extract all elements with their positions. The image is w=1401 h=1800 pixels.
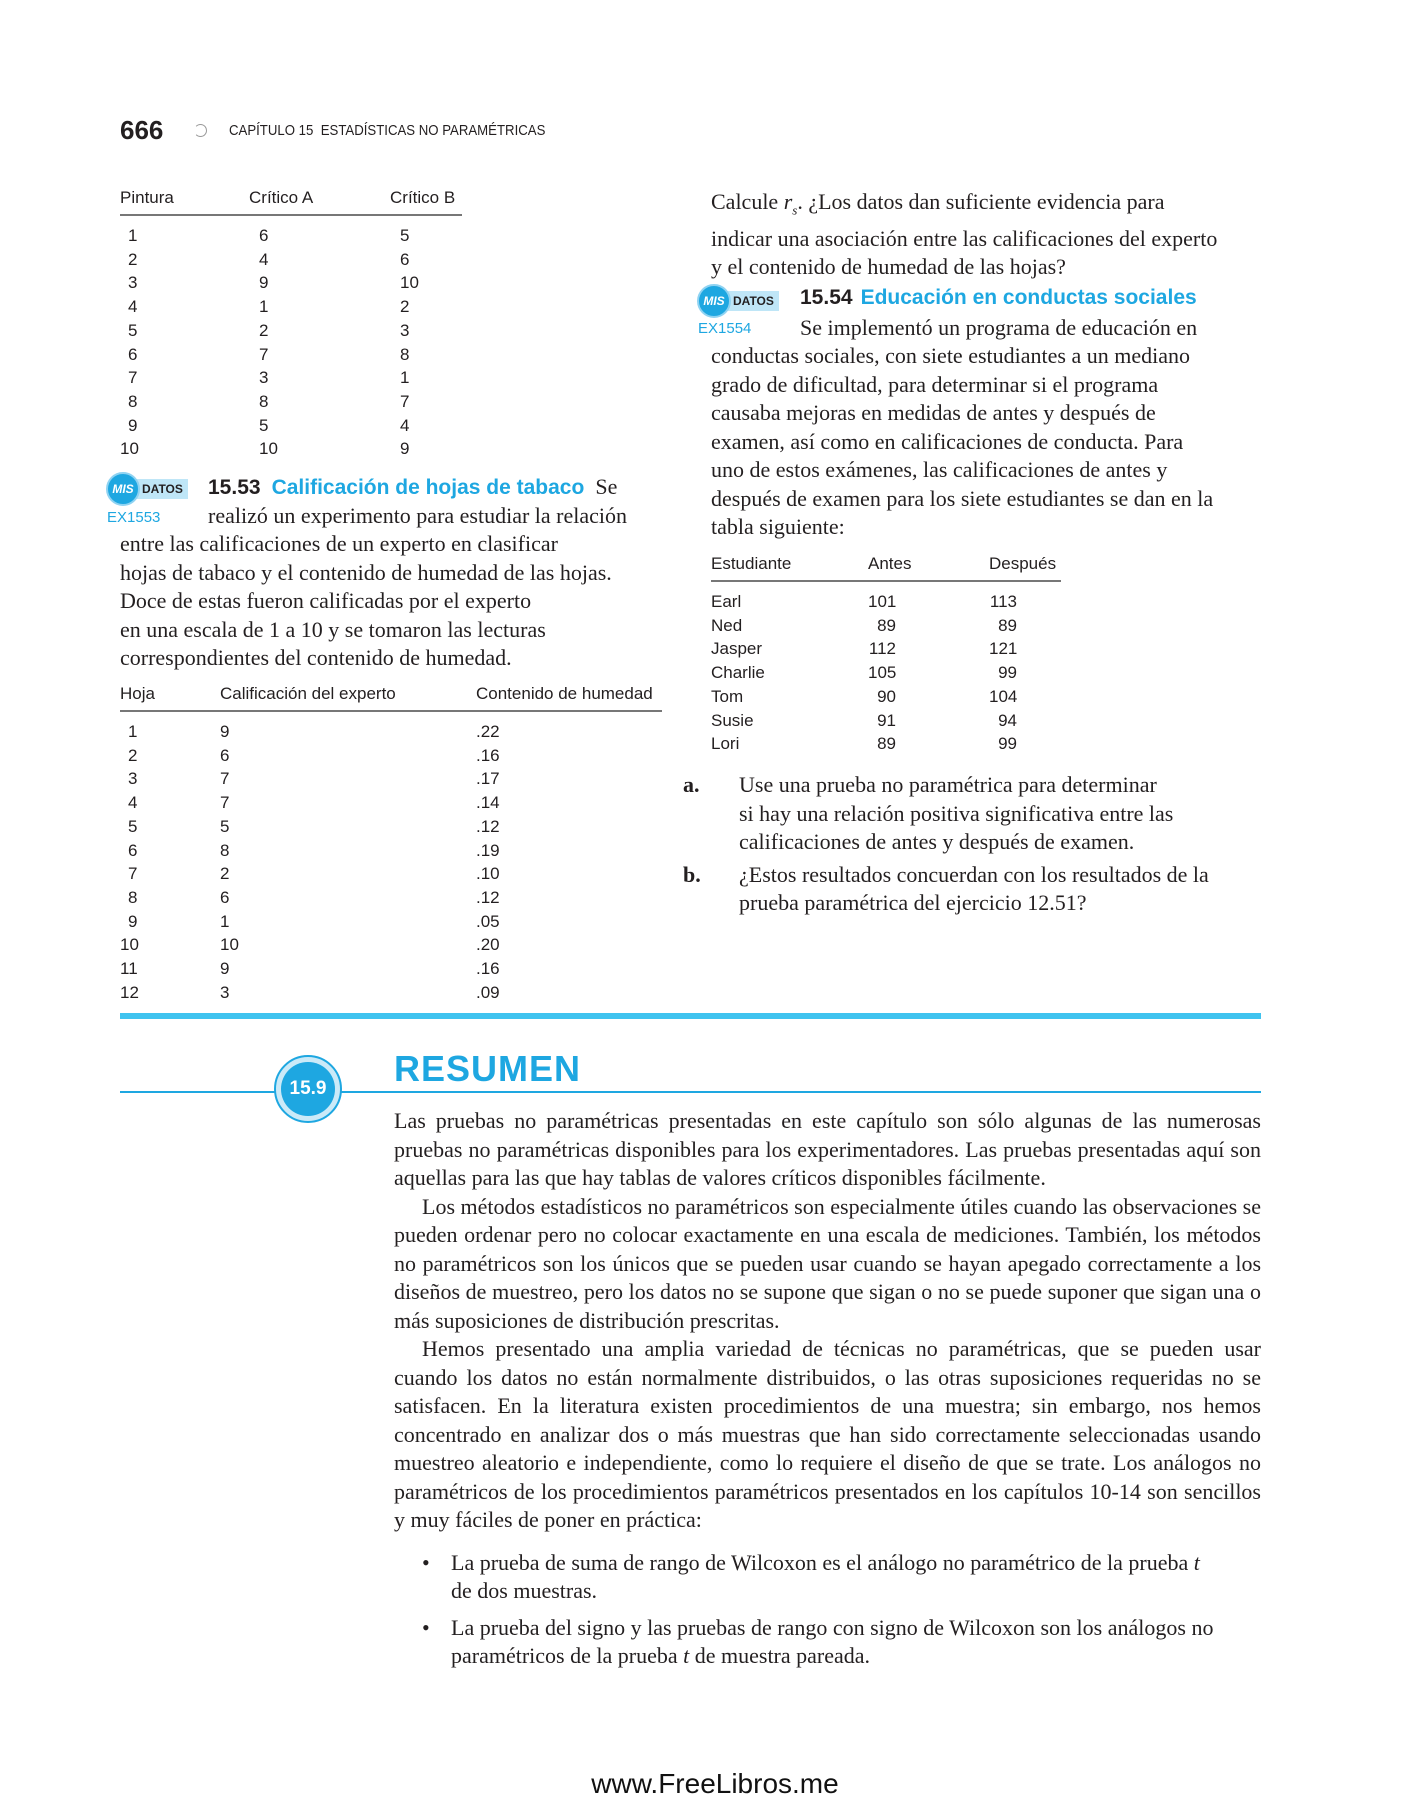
text-line: calificaciones de antes y después de examen. bbox=[739, 829, 1135, 854]
item-b bbox=[683, 861, 1271, 918]
table-cell: 7 bbox=[220, 769, 230, 789]
t-symbol: t bbox=[1193, 1549, 1200, 1575]
table-cell: Jasper bbox=[711, 639, 763, 659]
cell-value: 89 bbox=[877, 615, 896, 635]
table-row bbox=[711, 637, 1061, 661]
table-cell: 8 bbox=[128, 391, 138, 411]
table-cell: 5 bbox=[400, 226, 410, 245]
table-cell: 10 bbox=[220, 935, 239, 955]
bullet-icon: • bbox=[422, 1549, 430, 1575]
text-line: uno de estos exámenes, las calificaciones de antes y bbox=[711, 457, 1168, 482]
text: Calcule bbox=[711, 189, 784, 214]
column-header: Antes bbox=[868, 552, 989, 581]
text-line: hojas de tabaco y el contenido de humedad de las hojas. bbox=[120, 559, 612, 585]
column-header: Crítico A bbox=[249, 186, 390, 215]
text-line bbox=[711, 188, 1217, 225]
table-row bbox=[120, 957, 662, 981]
table-cell: 1 bbox=[128, 722, 138, 741]
table-cell: 5 bbox=[128, 816, 138, 836]
table-cell: 5 bbox=[259, 415, 269, 435]
table-row bbox=[711, 709, 1061, 733]
table-row bbox=[120, 767, 662, 791]
cell-value: 90 bbox=[877, 686, 896, 706]
text-line: ¿Estos resultados concuerdan con los resultados de la bbox=[739, 861, 1209, 887]
table-cell: 3 bbox=[259, 368, 269, 388]
table-cell: 3 bbox=[128, 273, 138, 293]
text-line: prueba paramétrica del ejercicio 12.51? bbox=[739, 890, 1087, 915]
exercise-title: Calificación de hojas de tabaco bbox=[271, 476, 585, 499]
text-line: realizó un experimento para estudiar la relación bbox=[208, 503, 628, 528]
table-cell: 8 bbox=[128, 887, 138, 907]
table-cell: Earl bbox=[711, 592, 742, 611]
table-cell: 6 bbox=[259, 226, 269, 245]
table-row bbox=[120, 815, 662, 839]
cell-value: 112 bbox=[868, 639, 896, 659]
table-cell: 8 bbox=[259, 391, 269, 411]
text-line: Se bbox=[595, 474, 618, 499]
text: La prueba del signo y las pruebas de rango con signo de Wilcoxon son los análogos no paramétricos de la prueba bbox=[451, 1614, 1214, 1668]
table-cell: .14 bbox=[476, 793, 500, 813]
table-row bbox=[711, 614, 1061, 638]
datos-label: DATOS bbox=[134, 479, 188, 499]
exercise-number: 15.53 bbox=[208, 476, 261, 499]
text-line: y el contenido de humedad de las hojas? bbox=[711, 254, 1066, 280]
section-title: RESUMEN bbox=[394, 1048, 582, 1089]
exercise-1554-heading bbox=[800, 286, 1197, 310]
item-label: a. bbox=[683, 772, 700, 797]
chapter-title: ESTADÍSTICAS NO PARAMÉTRICAS bbox=[320, 122, 546, 139]
table-cell: .16 bbox=[476, 959, 500, 979]
exercise-code[interactable]: EX1554 bbox=[698, 320, 752, 337]
column-header: Contenido de humedad bbox=[476, 682, 662, 711]
table-cell bbox=[868, 709, 989, 733]
bullet-icon: • bbox=[422, 1614, 430, 1640]
table-cell: 5 bbox=[128, 320, 138, 340]
table-cell: 6 bbox=[128, 840, 138, 860]
table-cell: 6 bbox=[220, 745, 230, 765]
table-cell: 7 bbox=[128, 368, 138, 388]
table-cell: 4 bbox=[128, 793, 138, 813]
page-number: 666 bbox=[120, 115, 164, 145]
table-cell: .12 bbox=[476, 816, 500, 836]
table-cell: 7 bbox=[259, 344, 269, 364]
bullet-item bbox=[394, 1614, 1221, 1671]
table-cell: 6 bbox=[400, 249, 410, 269]
table-row bbox=[711, 581, 1061, 614]
exercise-title: Educación en conductas sociales bbox=[860, 286, 1197, 309]
table-cell: 2 bbox=[220, 864, 230, 884]
table-cell: 1 bbox=[259, 297, 269, 317]
table-cell bbox=[989, 661, 1061, 685]
table-cell: 10 bbox=[400, 273, 419, 293]
t-symbol: t bbox=[683, 1643, 690, 1668]
mis-datos-badge[interactable] bbox=[697, 284, 779, 318]
table-cell: 10 bbox=[120, 935, 139, 955]
text-line: tabla siguiente: bbox=[711, 514, 845, 539]
mis-icon: MIS bbox=[697, 284, 731, 318]
section-divider-bar bbox=[120, 1013, 1261, 1019]
paragraph: Las pruebas no paramétricas presentadas en este capítulo son sólo algunas de las numerosas pruebas no paramétricas disponibles para los experimentadores. Las pruebas presentadas aquí son aquellas para las que hay tablas de valores críticos disponibles fácilmente. bbox=[394, 1108, 1261, 1190]
table-cell: 4 bbox=[400, 415, 410, 435]
exercise-1553-question bbox=[711, 188, 1217, 282]
table-cell bbox=[868, 685, 989, 709]
table-cell: 12 bbox=[120, 982, 139, 1002]
section-number: 15.9 bbox=[281, 1062, 335, 1116]
cell-value: 121 bbox=[989, 639, 1018, 659]
table-cell: 7 bbox=[128, 864, 138, 884]
item-label: b. bbox=[683, 861, 701, 887]
table-row bbox=[120, 248, 462, 272]
table-row bbox=[120, 791, 662, 815]
text-line: Se implementó un programa de educación en bbox=[800, 315, 1198, 340]
column-header: Hoja bbox=[120, 682, 220, 711]
summary-bullets bbox=[394, 1549, 1261, 1671]
table-row bbox=[120, 933, 662, 957]
table-cell: 10 bbox=[120, 439, 139, 459]
summary-body bbox=[394, 1107, 1261, 1679]
table-cell: 3 bbox=[128, 769, 138, 789]
text-line: entre las calificaciones de un experto en clasificar bbox=[120, 531, 558, 556]
table-cell bbox=[989, 685, 1061, 709]
table-cell: .22 bbox=[476, 722, 500, 741]
table-cell: 2 bbox=[400, 297, 410, 317]
text-line: conductas sociales, con siete estudiantes a un mediano bbox=[711, 343, 1190, 368]
table-cell: 10 bbox=[259, 439, 278, 459]
tabaco-table bbox=[120, 682, 662, 1004]
table-row bbox=[711, 732, 1061, 756]
table-cell: .19 bbox=[476, 840, 500, 860]
paragraph: Los métodos estadísticos no paramétricos son especialmente útiles cuando las observaciones se pueden ordenar pero no colocar exactamente en una escala de mediciones. También, los métodos no paramétricos son los únicos que se pueden usar cuando se hayan apegado correctamente a los diseños de muestreo, pero los datos no se supone que sigan o no se puede suponer que sigan una o más suposiciones de distribución prescritas. bbox=[394, 1193, 1261, 1333]
cell-value: 113 bbox=[989, 592, 1017, 611]
text: de dos muestras. bbox=[451, 1578, 598, 1603]
cell-value: 101 bbox=[868, 592, 897, 611]
table-row bbox=[120, 414, 462, 438]
cell-value: 94 bbox=[998, 710, 1017, 730]
table-cell: 9 bbox=[220, 722, 230, 741]
text-line: indicar una asociación entre las calificaciones del experto bbox=[711, 225, 1218, 251]
text-line: Use una prueba no paramétrica para determinar bbox=[739, 772, 1157, 797]
table-cell: 3 bbox=[220, 982, 230, 1002]
exercise-code[interactable]: EX1553 bbox=[107, 509, 161, 526]
table-cell: 9 bbox=[220, 959, 230, 979]
header-circle-icon bbox=[194, 124, 207, 137]
table-cell: .17 bbox=[476, 769, 500, 789]
cell-value: 99 bbox=[998, 663, 1017, 683]
text-line: causaba mejoras en medidas de antes y después de bbox=[711, 400, 1156, 425]
bullet-item bbox=[394, 1549, 1221, 1606]
datos-label: DATOS bbox=[725, 291, 779, 311]
table-row bbox=[120, 886, 662, 910]
section-number-badge bbox=[274, 1055, 342, 1123]
table-cell: 7 bbox=[400, 391, 410, 411]
text: . ¿Los datos dan suficiente evidencia para bbox=[797, 189, 1165, 214]
table-cell: 5 bbox=[220, 816, 230, 836]
table-row bbox=[120, 343, 462, 367]
table-cell: 8 bbox=[220, 840, 230, 860]
table-cell: 9 bbox=[128, 911, 138, 931]
table-row bbox=[120, 366, 462, 390]
text-line: correspondientes del contenido de humedad. bbox=[120, 645, 512, 670]
table-row bbox=[120, 437, 462, 461]
table-cell bbox=[989, 709, 1061, 733]
table-cell: 3 bbox=[400, 320, 410, 340]
table-cell: .12 bbox=[476, 887, 500, 907]
table-cell: 6 bbox=[220, 887, 230, 907]
table-row bbox=[711, 661, 1061, 685]
table-cell bbox=[868, 661, 989, 685]
rs-symbol: r bbox=[783, 189, 793, 214]
text-line: si hay una relación positiva significativa entre las bbox=[739, 800, 1174, 826]
watermark-link[interactable]: www.FreeLibros.me bbox=[591, 1768, 839, 1799]
table-cell: 4 bbox=[259, 249, 269, 269]
rs-subscript: s bbox=[792, 202, 798, 218]
table-cell: 2 bbox=[128, 745, 138, 765]
exercise-1554-body bbox=[711, 342, 1213, 542]
mis-datos-badge[interactable] bbox=[106, 472, 188, 506]
table-row bbox=[120, 711, 662, 744]
table-cell: 9 bbox=[400, 439, 410, 459]
table-row bbox=[120, 319, 462, 343]
table-cell: 1 bbox=[220, 911, 230, 931]
column-header: Estudiante bbox=[711, 552, 868, 581]
table-cell bbox=[989, 637, 1061, 661]
exercise-1553-heading bbox=[208, 473, 617, 502]
text-line: grado de dificultad, para determinar si el programa bbox=[711, 371, 1159, 397]
table-cell: 8 bbox=[400, 344, 410, 364]
table-row bbox=[120, 390, 462, 414]
table-cell: 2 bbox=[128, 249, 138, 269]
table-cell bbox=[989, 614, 1061, 638]
table-cell: .05 bbox=[476, 911, 500, 931]
table-row bbox=[120, 295, 462, 319]
running-header bbox=[229, 122, 545, 139]
cell-value: 105 bbox=[868, 663, 897, 683]
cell-value: 91 bbox=[877, 710, 896, 730]
exercise-number: 15.54 bbox=[800, 286, 853, 309]
table-row bbox=[120, 271, 462, 295]
text-line: después de examen para los siete estudiantes se dan en la bbox=[711, 485, 1214, 511]
table-cell: 4 bbox=[128, 297, 138, 317]
column-header: Calificación del experto bbox=[220, 682, 476, 711]
text-line: Doce de estas fueron calificadas por el experto bbox=[120, 588, 532, 613]
table-cell: 11 bbox=[120, 959, 138, 979]
cell-value: 89 bbox=[877, 734, 896, 754]
item-a bbox=[683, 771, 1271, 857]
column-header: Crítico B bbox=[390, 186, 462, 215]
text-line: examen, así como en calificaciones de conducta. Para bbox=[711, 428, 1184, 454]
table-cell: 9 bbox=[128, 415, 138, 435]
table-cell: .20 bbox=[476, 935, 500, 955]
pintura-table bbox=[120, 186, 462, 461]
text: La prueba de suma de rango de Wilcoxon es el análogo no paramétrico de la prueba bbox=[451, 1549, 1194, 1575]
table-row bbox=[120, 744, 662, 768]
estudiantes-table bbox=[711, 552, 1061, 756]
table-cell: Ned bbox=[711, 615, 743, 635]
table-row bbox=[120, 215, 462, 248]
table-cell: 9 bbox=[259, 273, 269, 293]
exercise-1554-items bbox=[683, 771, 1271, 918]
chapter-label: CAPÍTULO 15 bbox=[229, 122, 314, 139]
table-cell bbox=[868, 614, 989, 638]
table-cell: Charlie bbox=[711, 663, 765, 683]
table-cell: .09 bbox=[476, 982, 500, 1002]
text-line: en una escala de 1 a 10 y se tomaron las lecturas bbox=[120, 616, 546, 642]
table-cell: 2 bbox=[259, 320, 269, 340]
table-cell bbox=[868, 732, 989, 756]
text: de muestra pareada. bbox=[689, 1643, 871, 1668]
table-cell: 7 bbox=[220, 793, 230, 813]
column-header: Pintura bbox=[120, 186, 249, 215]
table-row bbox=[120, 910, 662, 934]
table-cell bbox=[989, 581, 1061, 614]
table-row bbox=[120, 862, 662, 886]
paragraph: Hemos presentado una amplia variedad de técnicas no paramétricas, que se pueden usar cuando los datos no están normalmente distribuidos, o las otras suposiciones requeridas no se satisfacen. En la literatura existen procedimientos de una muestra; sin embargo, nos hemos concentrado en analizar dos o más muestras que han sido correctamente seleccionadas usando muestreo aleatorio e independiente, como lo requiere el diseño de que se trate. Los análogos no paramétricos de los procedimientos paramétricos presentados en los capítulos 10-14 son sencillos y muy fáciles de poner en práctica: bbox=[394, 1336, 1261, 1532]
table-cell: .16 bbox=[476, 745, 500, 765]
table-cell: 1 bbox=[128, 226, 138, 245]
table-cell: .10 bbox=[476, 864, 500, 884]
cell-value: 104 bbox=[989, 686, 1018, 706]
table-cell: Lori bbox=[711, 734, 740, 754]
table-cell: Tom bbox=[711, 686, 744, 706]
table-cell: 1 bbox=[400, 368, 410, 388]
table-cell bbox=[868, 581, 989, 614]
cell-value: 99 bbox=[998, 734, 1017, 754]
column-header: Después bbox=[989, 552, 1061, 581]
table-row bbox=[120, 981, 662, 1005]
cell-value: 89 bbox=[998, 615, 1017, 635]
mis-icon: MIS bbox=[106, 472, 140, 506]
table-cell: 6 bbox=[128, 344, 138, 364]
table-cell: Susie bbox=[711, 710, 754, 730]
table-row bbox=[711, 685, 1061, 709]
table-cell bbox=[989, 732, 1061, 756]
table-cell bbox=[868, 637, 989, 661]
table-row bbox=[120, 839, 662, 863]
exercise-1553-body bbox=[120, 530, 612, 673]
